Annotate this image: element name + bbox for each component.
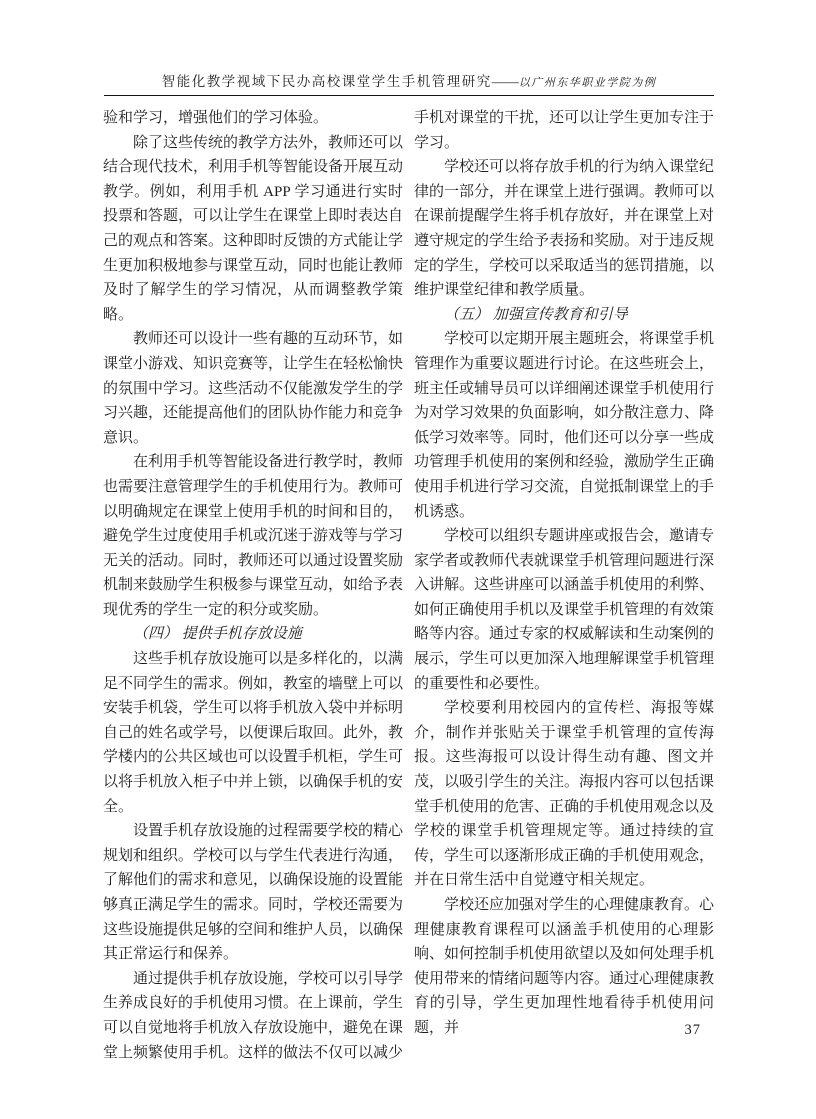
body-paragraph: 在利用手机等智能设备进行教学时，教师也需要注意管理学生的手机使用行为。教师可以明确规定在课堂上使用手机的时间和目的，避免学生过度使用手机或沉迷于游戏等与学习无关的活动。同时，教师还可以通过设置奖励机制来鼓励学生积极参与课堂互动，如给予表现优秀的学生一定的积分或奖励。 bbox=[103, 454, 404, 618]
page-number: 37 bbox=[684, 1022, 701, 1038]
body-paragraph: 学校可以定期开展主题班会，将课堂手机管理作为重要议题进行讨论。在这些班会上，班主任或辅导员可以详细阐述课堂手机使用行为对学习效果的负面影响，如分散注意力、降低学习效率等。同时，他们还可以分享一些成功管理手机使用的案例和经验，激励学生正确使用手机进行学习交流，自觉抵制课堂上的手机诱惑。 bbox=[414, 331, 715, 520]
body-paragraph: 手机对课堂的干扰，还可以让学生更加专注于学习。 bbox=[414, 110, 715, 151]
body-paragraph: 设置手机存放设施的过程需要学校的精心规划和组织。学校可以与学生代表进行沟通，了解他们的需求和意见，以确保设施的设置能够真正满足学生的需求。同时，学校还需要为这些设施提供足够的空间和维护人员，以确保其正常运行和保养。 bbox=[103, 823, 404, 963]
section-heading: （五） 加强宣传教育和引导 bbox=[444, 306, 628, 323]
article-body bbox=[103, 106, 714, 1065]
body-paragraph: 学校可以组织专题讲座或报告会，邀请专家学者或教师代表就课堂手机管理问题进行深入讲解。这些讲座可以涵盖手机使用的利弊、如何正确使用手机以及课堂手机管理的有效策略等内容。通过专家的权威解读和生动案例的展示，学生可以更加深入地理解课堂手机管理的重要性和必要性。 bbox=[414, 528, 715, 692]
body-paragraph: 除了这些传统的教学方法外，教师还可以结合现代技术，利用手机等智能设备开展互动教学。例如，利用手机 APP 学习通进行实时投票和答题，可以让学生在课堂上即时表达自己的观点和答案。这种即时反馈的方式能让学生更加积极地参与课堂互动，同时也能让教师及时了解学生的学习情况，从而调整教学策略。 bbox=[103, 134, 404, 323]
running-head-dash: —— bbox=[491, 74, 519, 89]
body-paragraph: 学校还应加强对学生的心理健康教育。心理健康教育课程可以涵盖手机使用的心理影响、如何控制手机使用欲望以及如何处理手机使用带来的情绪问题等内容。通过心理健康教育的引导，学生更加理性地看待手机使用问题，并 bbox=[414, 897, 715, 1036]
running-head-title: 智能化教学视域下民办高校课堂学生手机管理研究 bbox=[161, 74, 492, 89]
body-paragraph: 学校还可以将存放手机的行为纳入课堂纪律的一部分，并在课堂上进行强调。教师可以在课前提醒学生将手机存放好，并在课堂上对遵守规定的学生给予表扬和奖励。对于违反规定的学生，学校可以采取适当的惩罚措施，以维护课堂纪律和教学质量。 bbox=[414, 159, 715, 299]
right-column bbox=[414, 106, 714, 1065]
body-paragraph: 教师还可以设计一些有趣的互动环节，如课堂小游戏、知识竞赛等，让学生在轻松愉快的氛围中学习。这些活动不仅能激发学生的学习兴趣，还能提高他们的团队协作能力和竞争意识。 bbox=[103, 331, 404, 446]
running-head-subtitle: 以广州东华职业学院为例 bbox=[518, 77, 657, 89]
body-paragraph: 学校要利用校园内的宣传栏、海报等媒介，制作并张贴关于课堂手机管理的宣传海报。这些海报可以设计得生动有趣、图文并茂，以吸引学生的关注。海报内容可以包括课堂手机使用的危害、正确的手机使用观念以及学校的课堂手机管理规定等。通过持续的宣传，学生可以逐渐形成正确的手机使用观念，并在日常生活中自觉遵守相关规定。 bbox=[414, 700, 715, 889]
body-paragraph: 通过提供手机存放设施，学校可以引导学生养成良好的手机使用习惯。在上课前，学生可以自觉地将手机放入存放设施中，避免在课堂上频繁使用手机。这样的做法不仅可以减少 bbox=[103, 970, 404, 1061]
running-head bbox=[104, 70, 714, 91]
body-paragraph: 这些手机存放设施可以是多样化的，以满足不同学生的需求。例如，教室的墙壁上可以安装手机袋，学生可以将手机放入袋中并标明自己的姓名或学号，以便课后取回。此外，教学楼内的公共区域也可以设置手机柜，学生可以将手机放入柜子中并上锁，以确保手机的安全。 bbox=[103, 651, 404, 815]
body-paragraph: 验和学习，增强他们的学习体验。 bbox=[103, 110, 329, 126]
header-rule bbox=[104, 95, 714, 96]
section-heading: （四） 提供手机存放设施 bbox=[133, 626, 302, 643]
left-column bbox=[103, 106, 403, 1065]
